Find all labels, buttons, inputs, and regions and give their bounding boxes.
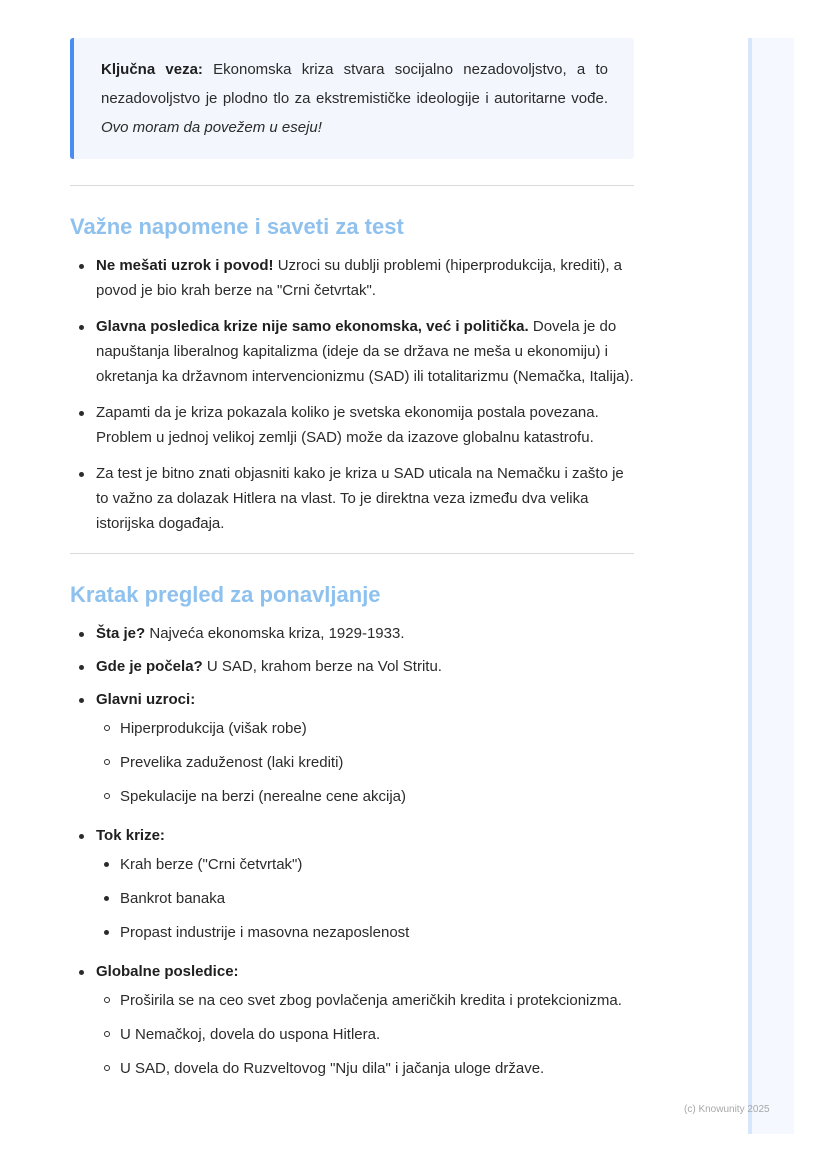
list-item — [96, 654, 634, 679]
review-heading: Kratak pregled za ponavljanje — [70, 582, 381, 607]
key-connection-callout — [70, 38, 634, 159]
sub-list-item: Krah berze ("Crni četvrtak") — [120, 852, 634, 877]
list-item — [96, 621, 634, 646]
list-item — [96, 400, 634, 450]
item-bold: Glavni uzroci: — [96, 691, 196, 708]
item-bold: Glavna posledica krize nije samo ekonomska, već i politička. — [96, 318, 529, 335]
sub-list-item: Propast industrije i masovna nezaposlenost — [120, 920, 634, 945]
tips-list — [70, 253, 634, 536]
callout-text: Ekonomska kriza stvara socijalno nezadovoljstvo, a to nezadovoljstvo je plodno tlo za ekstremističke ideologije i autoritarne vođe. — [101, 61, 608, 107]
sub-list-item: Proširila se na ceo svet zbog povlačenja američkih kredita i protekcionizma. — [120, 988, 634, 1013]
callout-italic: Ovo moram da povežem u eseju! — [101, 119, 322, 136]
list-item — [96, 959, 634, 1081]
sub-list-item: U Nemačkoj, dovela do uspona Hitlera. — [120, 1022, 634, 1047]
callout-bold: Ključna veza: — [101, 61, 203, 78]
item-text: Najveća ekonomska kriza, 1929-1933. — [145, 625, 405, 642]
list-item — [96, 314, 634, 389]
item-text: Dovela je do napuštanja liberalnog kapitalizma (ideje da se država ne meša u ekonomiju) i okretanja ka državnom intervencionizmu (SAD) ili totalitarizmu (Nemačka, Italija). — [96, 318, 634, 385]
footer-watermark: (c) Knowunity 2025 — [684, 1104, 770, 1115]
item-bold: Globalne posledice: — [96, 963, 239, 980]
review-list — [70, 621, 634, 1081]
item-text: Za test je bitno znati objasniti kako je kriza u SAD uticala na Nemačku i zašto je to važno za dolazak Hitlera na vlast. To je direktna veza između dva velika istorijska događaja. — [96, 465, 624, 532]
list-item — [96, 461, 634, 536]
side-panel — [748, 38, 794, 1134]
sub-list-item: U SAD, dovela do Ruzveltovog "Nju dila" i jačanja uloge države. — [120, 1056, 634, 1081]
item-text: U SAD, krahom berze na Vol Stritu. — [202, 658, 442, 675]
list-item — [96, 253, 634, 303]
item-bold: Tok krize: — [96, 827, 165, 844]
course-sublist — [96, 852, 634, 945]
item-bold: Gde je počela? — [96, 658, 203, 675]
item-bold: Ne mešati uzrok i povod! — [96, 257, 274, 274]
document-content — [70, 38, 634, 1095]
list-item — [96, 823, 634, 945]
section-divider — [70, 185, 634, 186]
sub-list-item: Spekulacije na berzi (nerealne cene akcija) — [120, 784, 634, 809]
sub-list-item: Hiperprodukcija (višak robe) — [120, 716, 634, 741]
item-text: Uzroci su dublji problemi (hiperprodukcija, krediti), a povod je bio krah berze na "Crni četvrtak". — [96, 257, 623, 299]
consequences-sublist — [96, 988, 634, 1081]
section-divider — [70, 553, 634, 554]
list-item — [96, 687, 634, 809]
tips-heading: Važne napomene i saveti za test — [70, 214, 404, 239]
causes-sublist — [96, 716, 634, 809]
item-bold: Šta je? — [96, 625, 146, 642]
item-text: Zapamti da je kriza pokazala koliko je svetska ekonomija postala povezana. Problem u jednoj velikoj zemlji (SAD) može da izazove globalnu katastrofu. — [96, 404, 599, 446]
sub-list-item: Bankrot banaka — [120, 886, 634, 911]
sub-list-item: Prevelika zaduženost (laki krediti) — [120, 750, 634, 775]
